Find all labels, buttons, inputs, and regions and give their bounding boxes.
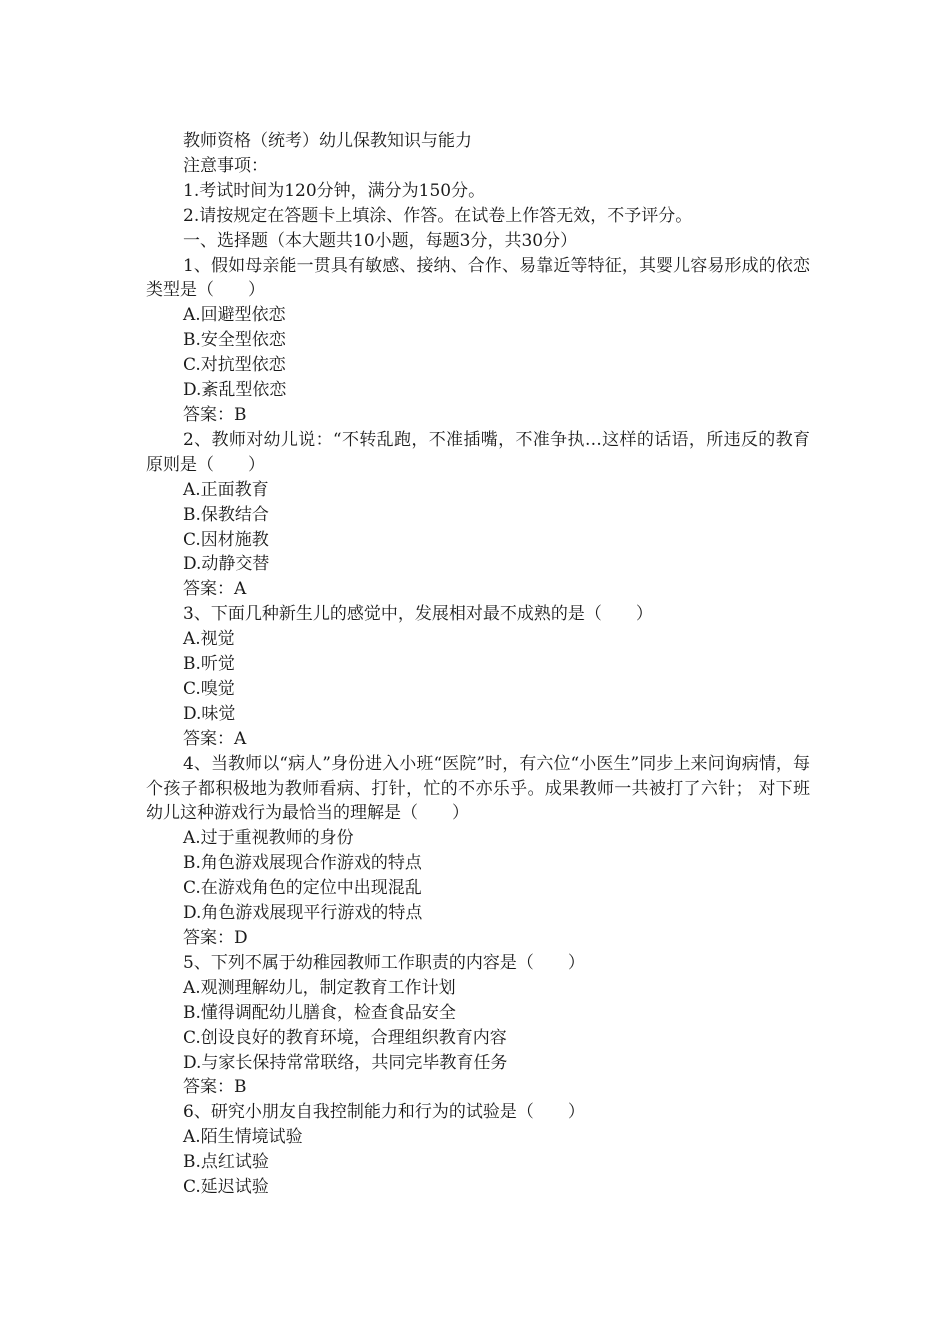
answer: 答案：A bbox=[183, 579, 247, 600]
question-1 bbox=[146, 254, 810, 428]
option: A.视觉 bbox=[183, 629, 235, 650]
option: C.因材施教 bbox=[183, 529, 269, 550]
question-stem: 5、下列不属于幼稚园教师工作职责的内容是（ ） bbox=[183, 952, 585, 973]
option: B.保教结合 bbox=[183, 504, 269, 525]
section-heading: 一、选择题（本大题共10小题，每题3分，共30分） bbox=[183, 230, 578, 251]
answer: 答案：B bbox=[183, 1077, 247, 1098]
question-5 bbox=[146, 951, 810, 1100]
option: A.回避型依恋 bbox=[183, 305, 286, 326]
notice-item: 2.请按规定在答题卡上填涂、作答。在试卷上作答无效，不予评分。 bbox=[183, 205, 693, 226]
option: D.动静交替 bbox=[183, 554, 270, 575]
option: A.过于重视教师的身份 bbox=[183, 828, 354, 849]
option: C.对抗型依恋 bbox=[183, 355, 286, 376]
option: A.陌生情境试验 bbox=[183, 1127, 303, 1148]
question-6 bbox=[146, 1100, 810, 1200]
option: D.与家长保持常常联络，共同完毕教育任务 bbox=[183, 1052, 508, 1073]
option: D.味觉 bbox=[183, 703, 236, 724]
option: B.角色游戏展现合作游戏的特点 bbox=[183, 853, 422, 874]
option: C.嗅觉 bbox=[183, 678, 235, 699]
notice-heading: 注意事项： bbox=[183, 155, 268, 176]
question-stem: 1、假如母亲能一贯具有敏感、接纳、合作、易靠近等特征，其婴儿容易形成的依恋类型是（ ） bbox=[146, 255, 810, 301]
question-3 bbox=[146, 602, 810, 751]
option: B.懂得调配幼儿膳食，检查食品安全 bbox=[183, 1002, 456, 1023]
question-2 bbox=[146, 428, 810, 602]
document-title: 教师资格（统考）幼儿保教知识与能力 bbox=[183, 131, 472, 151]
option: B.安全型依恋 bbox=[183, 330, 286, 351]
option: A.正面教育 bbox=[183, 479, 269, 500]
question-stem: 4、当教师以“病人”身份进入小班“医院”时，有六位“小医生”同步上来问询病情，每个孩子都积极地为教师看病、打针，忙的不亦乐乎。成果教师一共被打了六针； 对下班幼儿这种游戏行为最恰当的理解是（ ） bbox=[146, 753, 810, 824]
option: C.创设良好的教育环境，合理组织教育内容 bbox=[183, 1027, 507, 1048]
answer: 答案：A bbox=[183, 728, 247, 749]
option: C.延迟试验 bbox=[183, 1177, 269, 1198]
answer: 答案：B bbox=[183, 404, 247, 425]
question-stem: 2、教师对幼儿说：“不转乱跑，不准插嘴，不准争执…这样的话语，所违反的教育原则是（ ） bbox=[146, 429, 810, 475]
answer: 答案：D bbox=[183, 928, 248, 948]
question-stem: 6、研究小朋友自我控制能力和行为的试验是（ ） bbox=[183, 1102, 585, 1123]
question-stem: 3、下面几种新生儿的感觉中，发展相对最不成熟的是（ ） bbox=[183, 604, 653, 625]
option: B.听觉 bbox=[183, 654, 235, 675]
option: D.紊乱型依恋 bbox=[183, 380, 287, 401]
question-4 bbox=[146, 752, 810, 951]
option: B.点红试验 bbox=[183, 1152, 269, 1173]
notice-item: 1.考试时间为120分钟，满分为150分。 bbox=[183, 180, 486, 201]
option: D.角色游戏展现平行游戏的特点 bbox=[183, 903, 423, 924]
option: C.在游戏角色的定位中出现混乱 bbox=[183, 878, 422, 899]
document-body bbox=[146, 129, 810, 1200]
option: A.观测理解幼儿，制定教育工作计划 bbox=[183, 977, 456, 998]
